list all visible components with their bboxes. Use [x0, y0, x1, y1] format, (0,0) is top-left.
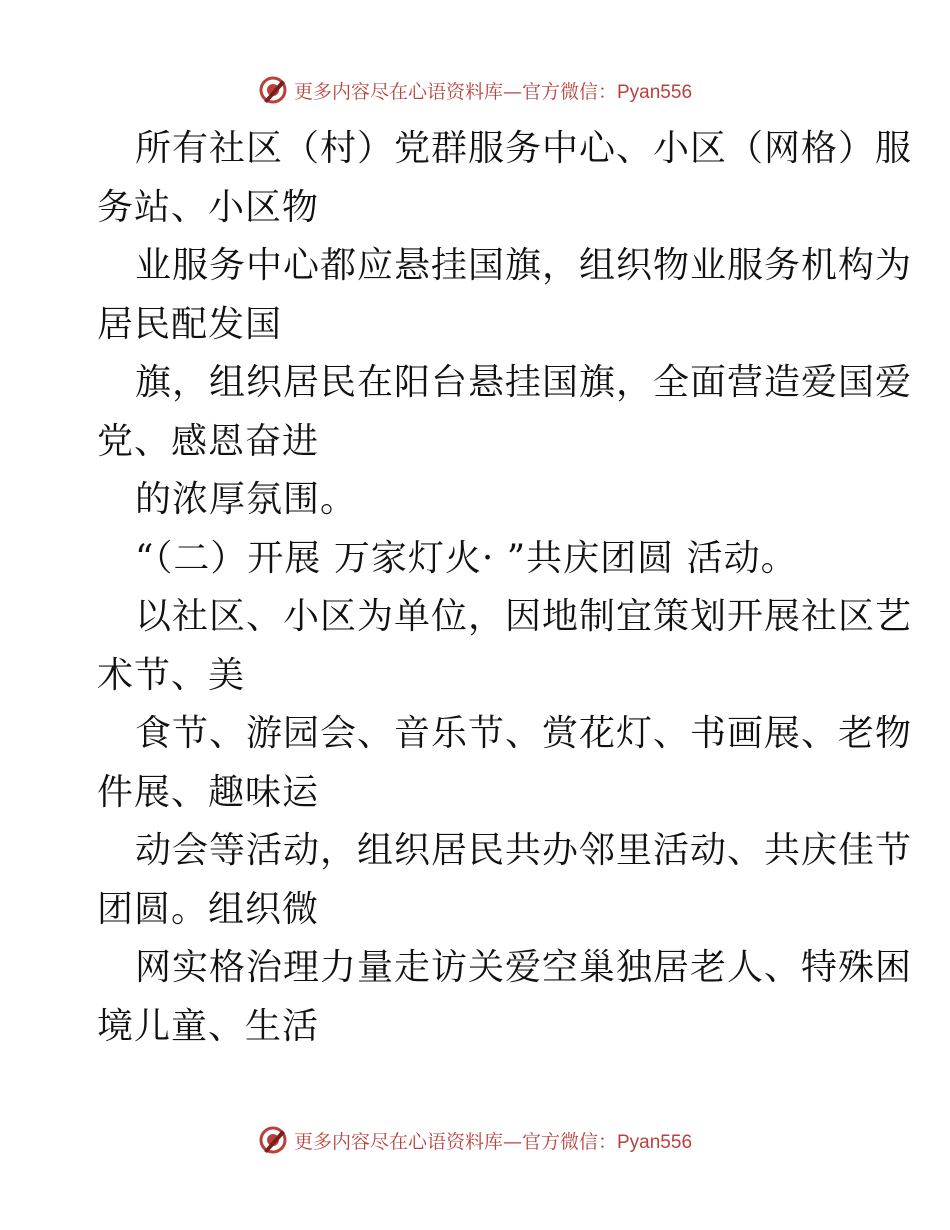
text-line: 动会等活动，组织居民共办邻里活动、共庆佳节	[135, 830, 913, 871]
quill-pen-logo-icon	[258, 75, 288, 105]
text-line: 境儿童、生活	[97, 1005, 320, 1047]
text-line: 居民配发国	[97, 303, 283, 345]
section-heading: “（二）开展 万家灯火· ”共庆团圆 活动。	[135, 537, 798, 579]
wechat-id: Pyan556	[617, 81, 693, 103]
text-line: 件展、趣味运	[97, 771, 320, 813]
text-line: 业服务中心都应悬挂国旗，组织物业服务机构为	[135, 245, 913, 286]
text-line: 以社区、小区为单位，因地制宜策划开展社区艺	[135, 596, 913, 637]
text-line: 党、感恩奋进	[97, 420, 320, 462]
text-line: 网实格治理力量走访关爱空巢独居老人、特殊困	[135, 947, 913, 988]
footer-watermark-banner	[0, 1120, 950, 1160]
text-line: 团圆。组织微	[97, 888, 320, 930]
document-body	[97, 120, 913, 1056]
banner-text: 更多内容尽在心语资料库—官方微信：Pyan556	[293, 1130, 693, 1153]
header-watermark-banner	[0, 70, 950, 110]
text-line: 旗，组织居民在阳台悬挂国旗，全面营造爱国爱	[135, 362, 913, 403]
text-line: 食节、游园会、音乐节、赏花灯、书画展、老物	[135, 713, 913, 754]
banner-text: 更多内容尽在心语资料库—官方微信：Pyan556	[293, 80, 693, 103]
text-line: 的浓厚氛围。	[135, 479, 358, 520]
wechat-id: Pyan556	[617, 1131, 693, 1153]
text-line: 所有社区（村）党群服务中心、小区（网格）服	[135, 128, 913, 169]
text-line: 务站、小区物	[97, 186, 320, 228]
text-line: 术节、美	[97, 654, 246, 696]
quill-pen-logo-icon	[258, 1125, 288, 1155]
